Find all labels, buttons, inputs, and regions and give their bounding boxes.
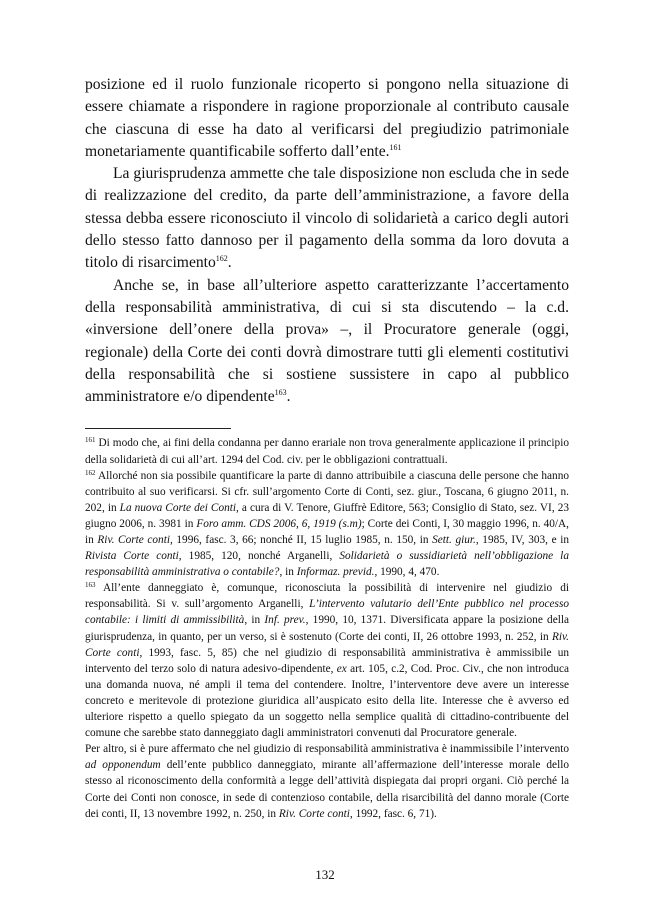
text-run: , 1990, 10, 1371. Diversificata appare la posizione della giurisprudenza, in quanto, per un verso, si è sostenuto (Corte dei conti, II, 26 ottobre 1993, n. 252, in — [85, 614, 570, 643]
italic-citation: Solidarietà o sussidiarietà nell’obbligazione la responsabilità amministrativa o contabile? — [85, 550, 569, 579]
text-run: ; Corte dei Conti, I, 30 maggio 1996, n. 40/A, in — [85, 517, 570, 547]
text-run: Di modo che, ai fini della condanna per danno erariale non trova generalmente applicazione il principio della solidarietà di cui all’art. 1294 del Cod. civ. per le obbligazioni contrattuali. — [85, 437, 569, 466]
italic-citation: Riv. Corte conti — [85, 630, 569, 659]
italic-citation: Informaz. previd. — [296, 566, 375, 579]
text-run: art. 105, c.2, Cod. Proc. Civ., che non introduca una domanda nuova, né ampli il tema del contendere. Inoltre, l’interventore deve avere un interesse concreto e meritevole di protezione giuridica all’auspicato esito della lite. Interesse che è avverso ed ulteriore rispetto a quello spiegato da un soggetto nella semplice qualità di cittadino-contribuente del comune che sarebbe stato danneggiato dagli amministratori convenuti dal Procuratore generale. — [85, 662, 569, 740]
italic-citation: Riv. Corte conti — [278, 807, 350, 820]
text-run: Per altro, si è pure affermato che nel giudizio di responsabilità amministrativa è inammissibile l’intervento — [85, 743, 569, 756]
footnote-163-continuation — [85, 741, 569, 821]
text-run: , in — [244, 614, 265, 627]
body-paragraph-1 — [85, 74, 569, 163]
footnote-162 — [85, 468, 569, 581]
text-run: , 1992, fasc. 6, 71). — [349, 807, 437, 820]
text-run: , 1996, fasc. 3, 66; nonché II, 15 luglio 1985, n. 150, in — [169, 534, 433, 547]
main-text — [85, 74, 569, 408]
text-run: . — [227, 254, 232, 272]
text-run: Anche se, in base all’ulteriore aspetto caratterizzante l’accertamento della responsabilità amministrativa, di cui si sta discutendo – la c.d. «inversione dell’onere della prova» –, il Procuratore generale (oggi, regionale) della Corte dei conti dovrà dimostrare tutti gli elementi costitutivi della responsabilità che si sostiene sussistere in capo al pubblico amministratore e/o dipendente — [85, 276, 569, 406]
page-number: 132 — [315, 867, 335, 882]
footnote-163 — [85, 580, 569, 741]
body-paragraph-2 — [85, 163, 569, 274]
text-run: , 1985, 120, nonché Arganelli, — [178, 550, 340, 563]
page-content — [85, 74, 569, 822]
footnote-reference: 161 — [85, 436, 96, 445]
footnote-reference: 162 — [85, 468, 96, 477]
italic-citation: Inf. prev. — [264, 614, 306, 627]
footnote-separator — [85, 428, 231, 429]
footnote-reference: 161 — [389, 142, 402, 152]
italic-citation: L’intervento valutario dell’Ente pubblico nel processo contabile: i limiti di ammissibilità — [85, 598, 569, 627]
text-run: , a cura di V. Tenore, Giuffrè Editore, 563; Consiglio di Stato, sez. VI, 23 giugno 2006, n. 3981 in — [85, 501, 569, 530]
footnotes — [85, 435, 569, 821]
text-run: posizione ed il ruolo funzionale ricoperto si pongono nella situazione di essere chiamate a rispondere in ragione proporzionale al contributo causale che ciascuna di esse ha dato al verificarsi del pregiudizio patrimoniale monetariamente quantificabile sofferto dall’ente. — [85, 76, 569, 160]
text-run: All’ente danneggiato è, comunque, riconosciuta la possibilità di intervenire nel giudizio di responsabilità. Si v. sull’argomento Arganelli, — [85, 582, 569, 611]
italic-citation: ex — [336, 662, 347, 675]
text-run: , in — [279, 566, 297, 579]
text-run: Allorché non sia possibile quantificare la parte di danno attribuibile a ciascuna delle persone che hanno contribuito al suo verificarsi. Si cfr. sull’argomento Corte di Conti, sez. giur., Toscana, 6 giugno 2011, n. 202, in — [85, 469, 569, 514]
footnote-reference: 162 — [215, 254, 228, 264]
italic-citation: Riv. Corte conti — [97, 534, 170, 547]
text-run: , 1990, 4, 470. — [374, 566, 440, 579]
italic-citation: La nuova Corte dei Conti — [119, 501, 237, 514]
italic-citation: Foro amm. CDS 2006, 6, 1919 (s.m) — [196, 517, 362, 530]
text-run: dell’ente pubblico danneggiato, mirante all’affermazione dell’interesse morale dello stesso al riconoscimento della conformità a legge dell’attività dispiegata dai propri organi. Ciò perché la Corte dei Conti non conosce, in sede di contenzioso contabile, della risarcibilità del danno morale (Corte dei conti, II, 13 novembre 1992, n. 250, in — [85, 759, 570, 820]
italic-citation: Sett. giur. — [432, 534, 476, 547]
body-paragraph-3 — [85, 275, 569, 409]
text-run: . — [286, 388, 291, 406]
text-run: La giurisprudenza ammette che tale disposizione non escluda che in sede di realizzazione del credito, da parte dell’amministrazione, a favore della stessa debba essere riconosciuto il vincolo di solidarietà a carico degli autori dello stesso fatto dannoso per il pagamento della somma da loro dovuta a titolo di risarcimento — [85, 165, 569, 272]
italic-citation: ad opponendum — [85, 759, 161, 772]
footnote-reference: 163 — [85, 581, 96, 590]
footnote-reference: 163 — [274, 388, 287, 398]
text-run: , 1993, fasc. 5, 85) che nel giudizio di responsabilità amministrativa è ammissibile un intervento del terzo solo di natura adesivo-dipendente, — [85, 646, 569, 675]
text-run: , 1985, IV, 303, e in — [475, 534, 569, 547]
italic-citation: Rivista Corte conti — [85, 550, 179, 563]
footnote-161 — [85, 435, 569, 467]
